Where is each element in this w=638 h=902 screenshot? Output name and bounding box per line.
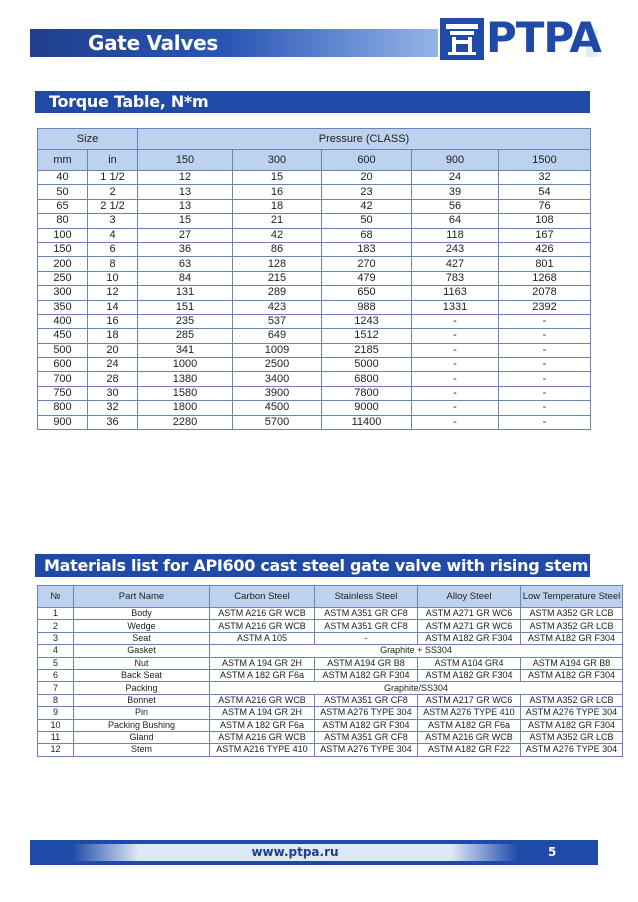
table-cell: 167	[499, 228, 591, 242]
table-cell: ASTM A194 GR B8	[315, 657, 418, 669]
materials-section-bar	[35, 554, 590, 577]
table-cell: ASTM A276 TYPE 304	[315, 744, 418, 756]
table-cell: ASTM A182 GR F304	[315, 669, 418, 681]
table-cell: 900	[38, 415, 88, 429]
table-cell: 16	[233, 185, 322, 199]
table-cell: 128	[233, 257, 322, 271]
table-cell: 2 1/2	[88, 199, 138, 213]
page-title: Gate Valves	[88, 31, 218, 55]
table-cell: 20	[88, 343, 138, 357]
table-cell: 151	[138, 300, 233, 314]
table-cell: 243	[412, 242, 499, 256]
table-row	[38, 608, 623, 620]
column-header: 150	[138, 150, 233, 171]
table-cell: -	[499, 401, 591, 415]
table-row	[38, 415, 591, 429]
table-cell: 285	[138, 329, 233, 343]
table-cell: ASTM A351 GR CF8	[315, 694, 418, 706]
size-group-header: Size	[38, 129, 138, 150]
torque-column-header-row	[38, 150, 591, 171]
table-cell: -	[499, 386, 591, 400]
table-cell: 50	[38, 185, 88, 199]
table-cell: 783	[412, 271, 499, 285]
table-cell: 350	[38, 300, 88, 314]
table-cell: 600	[38, 358, 88, 372]
table-row	[38, 682, 623, 694]
table-cell: Gasket	[74, 645, 210, 657]
table-cell: 1512	[322, 329, 412, 343]
column-header: Alloy Steel	[418, 586, 521, 608]
column-header: №	[38, 586, 74, 608]
table-cell: 5000	[322, 358, 412, 372]
table-cell: ASTM A 182 GR F6a	[210, 719, 315, 731]
logo-text: PTPA	[486, 13, 601, 62]
table-row	[38, 271, 591, 285]
column-header: Carbon Steel	[210, 586, 315, 608]
column-header: 600	[322, 150, 412, 171]
torque-section-title: Torque Table, N*m	[49, 92, 209, 111]
table-row	[38, 300, 591, 314]
table-cell: 8	[88, 257, 138, 271]
table-cell: 1380	[138, 372, 233, 386]
table-cell: 100	[38, 228, 88, 242]
column-header: Stainless Steel	[315, 586, 418, 608]
table-cell: Wedge	[74, 620, 210, 632]
table-row	[38, 645, 623, 657]
table-cell: ASTM A216 GR WCB	[210, 608, 315, 620]
table-row	[38, 719, 623, 731]
table-row	[38, 329, 591, 343]
table-cell: 54	[499, 185, 591, 199]
table-cell: ASTM A182 GR F304	[521, 719, 623, 731]
table-row	[38, 358, 591, 372]
table-cell: 76	[499, 199, 591, 213]
table-cell: Back Seat	[74, 669, 210, 681]
table-cell: 2392	[499, 300, 591, 314]
table-cell: 18	[88, 329, 138, 343]
torque-section-bar	[35, 91, 590, 113]
table-cell: 56	[412, 199, 499, 213]
table-cell: 8	[38, 694, 74, 706]
table-cell: ASTM A216 TYPE 410	[210, 744, 315, 756]
table-cell: 1 1/2	[88, 171, 138, 185]
column-header: 300	[233, 150, 322, 171]
table-row	[38, 386, 591, 400]
table-row	[38, 242, 591, 256]
table-cell: ASTM A182 GR F304	[418, 669, 521, 681]
table-cell: 289	[233, 286, 322, 300]
table-cell: 5	[38, 657, 74, 669]
table-cell: 12	[38, 744, 74, 756]
table-cell: 65	[38, 199, 88, 213]
table-cell: 68	[322, 228, 412, 242]
table-cell: 183	[322, 242, 412, 256]
table-cell: Graphite/SS304	[210, 682, 623, 694]
table-row	[38, 731, 623, 743]
table-cell: 215	[233, 271, 322, 285]
table-cell: 5700	[233, 415, 322, 429]
table-cell: 15	[138, 214, 233, 228]
table-cell: 800	[38, 401, 88, 415]
table-cell: -	[499, 343, 591, 357]
table-cell: 11400	[322, 415, 412, 429]
table-cell: Gland	[74, 731, 210, 743]
table-cell: 400	[38, 314, 88, 328]
table-cell: 423	[233, 300, 322, 314]
table-cell: ASTM A 105	[210, 632, 315, 644]
table-cell: -	[499, 358, 591, 372]
table-cell: 32	[88, 401, 138, 415]
table-cell: 11	[38, 731, 74, 743]
table-cell: 6	[38, 669, 74, 681]
table-row	[38, 632, 623, 644]
column-header: in	[88, 150, 138, 171]
table-cell: 108	[499, 214, 591, 228]
table-cell: 20	[322, 171, 412, 185]
table-cell: 235	[138, 314, 233, 328]
table-cell: 479	[322, 271, 412, 285]
table-cell: 1800	[138, 401, 233, 415]
table-cell: ASTM A216 GR WCB	[418, 731, 521, 743]
table-cell: 500	[38, 343, 88, 357]
table-cell: 9	[38, 707, 74, 719]
table-cell: 10	[38, 719, 74, 731]
column-header: Low Temperature Steel	[521, 586, 623, 608]
materials-column-header-row	[38, 586, 623, 608]
table-row	[38, 694, 623, 706]
table-cell: 450	[38, 329, 88, 343]
table-cell: 750	[38, 386, 88, 400]
table-cell: 64	[412, 214, 499, 228]
table-cell: 1009	[233, 343, 322, 357]
table-cell: 6	[88, 242, 138, 256]
table-row	[38, 214, 591, 228]
table-cell: 24	[88, 358, 138, 372]
table-cell: ASTM A217 GR WC6	[418, 694, 521, 706]
table-row	[38, 228, 591, 242]
table-cell: 50	[322, 214, 412, 228]
table-cell: ASTM A351 GR CF8	[315, 731, 418, 743]
column-header: 1500	[499, 150, 591, 171]
table-row	[38, 372, 591, 386]
table-cell: 7800	[322, 386, 412, 400]
table-cell: -	[499, 372, 591, 386]
table-cell: 12	[138, 171, 233, 185]
table-cell: 4	[38, 645, 74, 657]
table-cell: 21	[233, 214, 322, 228]
table-cell: 200	[38, 257, 88, 271]
table-cell: 3400	[233, 372, 322, 386]
column-header: mm	[38, 150, 88, 171]
table-cell: 13	[138, 199, 233, 213]
table-cell: 42	[233, 228, 322, 242]
table-cell: ASTM A352 GR LCB	[521, 608, 623, 620]
table-cell: Packing	[74, 682, 210, 694]
table-cell: ASTM A352 GR LCB	[521, 694, 623, 706]
table-cell: ASTM A216 GR WCB	[210, 620, 315, 632]
table-cell: ASTM A276 TYPE 410	[418, 707, 521, 719]
table-cell: 4	[88, 228, 138, 242]
table-cell: 40	[38, 171, 88, 185]
table-cell: ASTM A351 GR CF8	[315, 608, 418, 620]
table-cell: ASTM A104 GR4	[418, 657, 521, 669]
table-cell: Pin	[74, 707, 210, 719]
table-cell: -	[412, 314, 499, 328]
table-cell: 10	[88, 271, 138, 285]
table-cell: 150	[38, 242, 88, 256]
table-cell: 118	[412, 228, 499, 242]
table-cell: 39	[412, 185, 499, 199]
table-row	[38, 707, 623, 719]
table-cell: -	[412, 401, 499, 415]
table-cell: -	[412, 372, 499, 386]
table-cell: 1580	[138, 386, 233, 400]
table-cell: 1243	[322, 314, 412, 328]
torque-table	[37, 128, 591, 430]
torque-group-header-row	[38, 129, 591, 150]
table-cell: ASTM A276 TYPE 304	[521, 707, 623, 719]
table-cell: 341	[138, 343, 233, 357]
table-cell: 15	[233, 171, 322, 185]
table-row	[38, 744, 623, 756]
table-cell: ASTM A276 TYPE 304	[521, 744, 623, 756]
table-cell: 988	[322, 300, 412, 314]
table-cell: 84	[138, 271, 233, 285]
table-cell: 801	[499, 257, 591, 271]
footer-url-link[interactable]: www.ptpa.ru	[251, 845, 339, 859]
table-cell: ASTM A 194 GR 2H	[210, 657, 315, 669]
table-cell: -	[412, 386, 499, 400]
table-cell: ASTM A182 GR F304	[521, 669, 623, 681]
table-cell: 537	[233, 314, 322, 328]
table-cell: 649	[233, 329, 322, 343]
table-cell: ASTM A216 GR WCB	[210, 731, 315, 743]
ptpa-logo-icon	[440, 18, 484, 60]
table-cell: Graphite + SS304	[210, 645, 623, 657]
table-row	[38, 286, 591, 300]
table-cell: 2185	[322, 343, 412, 357]
table-row	[38, 257, 591, 271]
table-cell: -	[499, 329, 591, 343]
table-cell: Stem	[74, 744, 210, 756]
table-cell: Nut	[74, 657, 210, 669]
table-cell: 300	[38, 286, 88, 300]
table-row	[38, 314, 591, 328]
table-cell: 7	[38, 682, 74, 694]
table-cell: -	[412, 358, 499, 372]
pressure-group-header: Pressure (CLASS)	[138, 129, 591, 150]
table-cell: ASTM A 194 GR 2H	[210, 707, 315, 719]
table-cell: 23	[322, 185, 412, 199]
table-cell: 86	[233, 242, 322, 256]
table-cell: ASTM A 182 GR F6a	[210, 669, 315, 681]
table-cell: -	[499, 415, 591, 429]
table-cell: 30	[88, 386, 138, 400]
table-row	[38, 657, 623, 669]
table-cell: 16	[88, 314, 138, 328]
column-header: 900	[412, 150, 499, 171]
table-cell: 650	[322, 286, 412, 300]
table-cell: 42	[322, 199, 412, 213]
table-cell: 1163	[412, 286, 499, 300]
table-cell: 12	[88, 286, 138, 300]
table-cell: -	[412, 329, 499, 343]
table-cell: 27	[138, 228, 233, 242]
table-cell: Packing Bushing	[74, 719, 210, 731]
table-cell: 1331	[412, 300, 499, 314]
column-header: Part Name	[74, 586, 210, 608]
table-cell: 427	[412, 257, 499, 271]
table-row	[38, 199, 591, 213]
materials-section-title: Materials list for API600 cast steel gate valve with rising stem	[44, 556, 589, 575]
table-row	[38, 171, 591, 185]
table-cell: ASTM A182 GR F22	[418, 744, 521, 756]
table-cell: 14	[88, 300, 138, 314]
table-row	[38, 401, 591, 415]
table-cell: 63	[138, 257, 233, 271]
table-cell: ASTM A276 TYPE 304	[315, 707, 418, 719]
table-cell: 2	[38, 620, 74, 632]
table-cell: 24	[412, 171, 499, 185]
table-cell: ASTM A216 GR WCB	[210, 694, 315, 706]
table-cell: 3	[88, 214, 138, 228]
table-cell: ASTM A182 GR F304	[418, 632, 521, 644]
page-number: 5	[548, 845, 557, 859]
table-cell: 700	[38, 372, 88, 386]
table-cell: ASTM A194 GR B8	[521, 657, 623, 669]
table-cell: ASTM A352 GR LCB	[521, 731, 623, 743]
table-cell: 36	[138, 242, 233, 256]
table-cell: 6800	[322, 372, 412, 386]
table-cell: Bonnet	[74, 694, 210, 706]
table-cell: ASTM A182 GR F304	[521, 632, 623, 644]
table-cell: 4500	[233, 401, 322, 415]
table-row	[38, 669, 623, 681]
table-cell: 426	[499, 242, 591, 256]
table-cell: ASTM A352 GR LCB	[521, 620, 623, 632]
table-cell: 3900	[233, 386, 322, 400]
table-cell: -	[499, 314, 591, 328]
table-cell: 2078	[499, 286, 591, 300]
table-row	[38, 620, 623, 632]
table-cell: ASTM A271 GR WC6	[418, 620, 521, 632]
table-cell: Seat	[74, 632, 210, 644]
table-cell: 9000	[322, 401, 412, 415]
table-cell: 36	[88, 415, 138, 429]
table-cell: 18	[233, 199, 322, 213]
materials-table	[37, 585, 623, 757]
table-cell: 250	[38, 271, 88, 285]
table-cell: ASTM A182 GR F304	[315, 719, 418, 731]
table-row	[38, 343, 591, 357]
table-cell: -	[412, 343, 499, 357]
table-cell: 2280	[138, 415, 233, 429]
table-cell: Body	[74, 608, 210, 620]
table-cell: 1	[38, 608, 74, 620]
table-cell: 3	[38, 632, 74, 644]
table-cell: 32	[499, 171, 591, 185]
table-cell: 28	[88, 372, 138, 386]
table-cell: 131	[138, 286, 233, 300]
table-cell: ASTM A351 GR CF8	[315, 620, 418, 632]
table-cell: ASTM A182 GR F6a	[418, 719, 521, 731]
table-cell: -	[315, 632, 418, 644]
table-cell: 80	[38, 214, 88, 228]
table-cell: -	[412, 415, 499, 429]
table-row	[38, 185, 591, 199]
table-cell: 1000	[138, 358, 233, 372]
table-cell: 2500	[233, 358, 322, 372]
table-cell: ASTM A271 GR WC6	[418, 608, 521, 620]
table-cell: 270	[322, 257, 412, 271]
table-cell: 2	[88, 185, 138, 199]
table-cell: 13	[138, 185, 233, 199]
table-cell: 1268	[499, 271, 591, 285]
